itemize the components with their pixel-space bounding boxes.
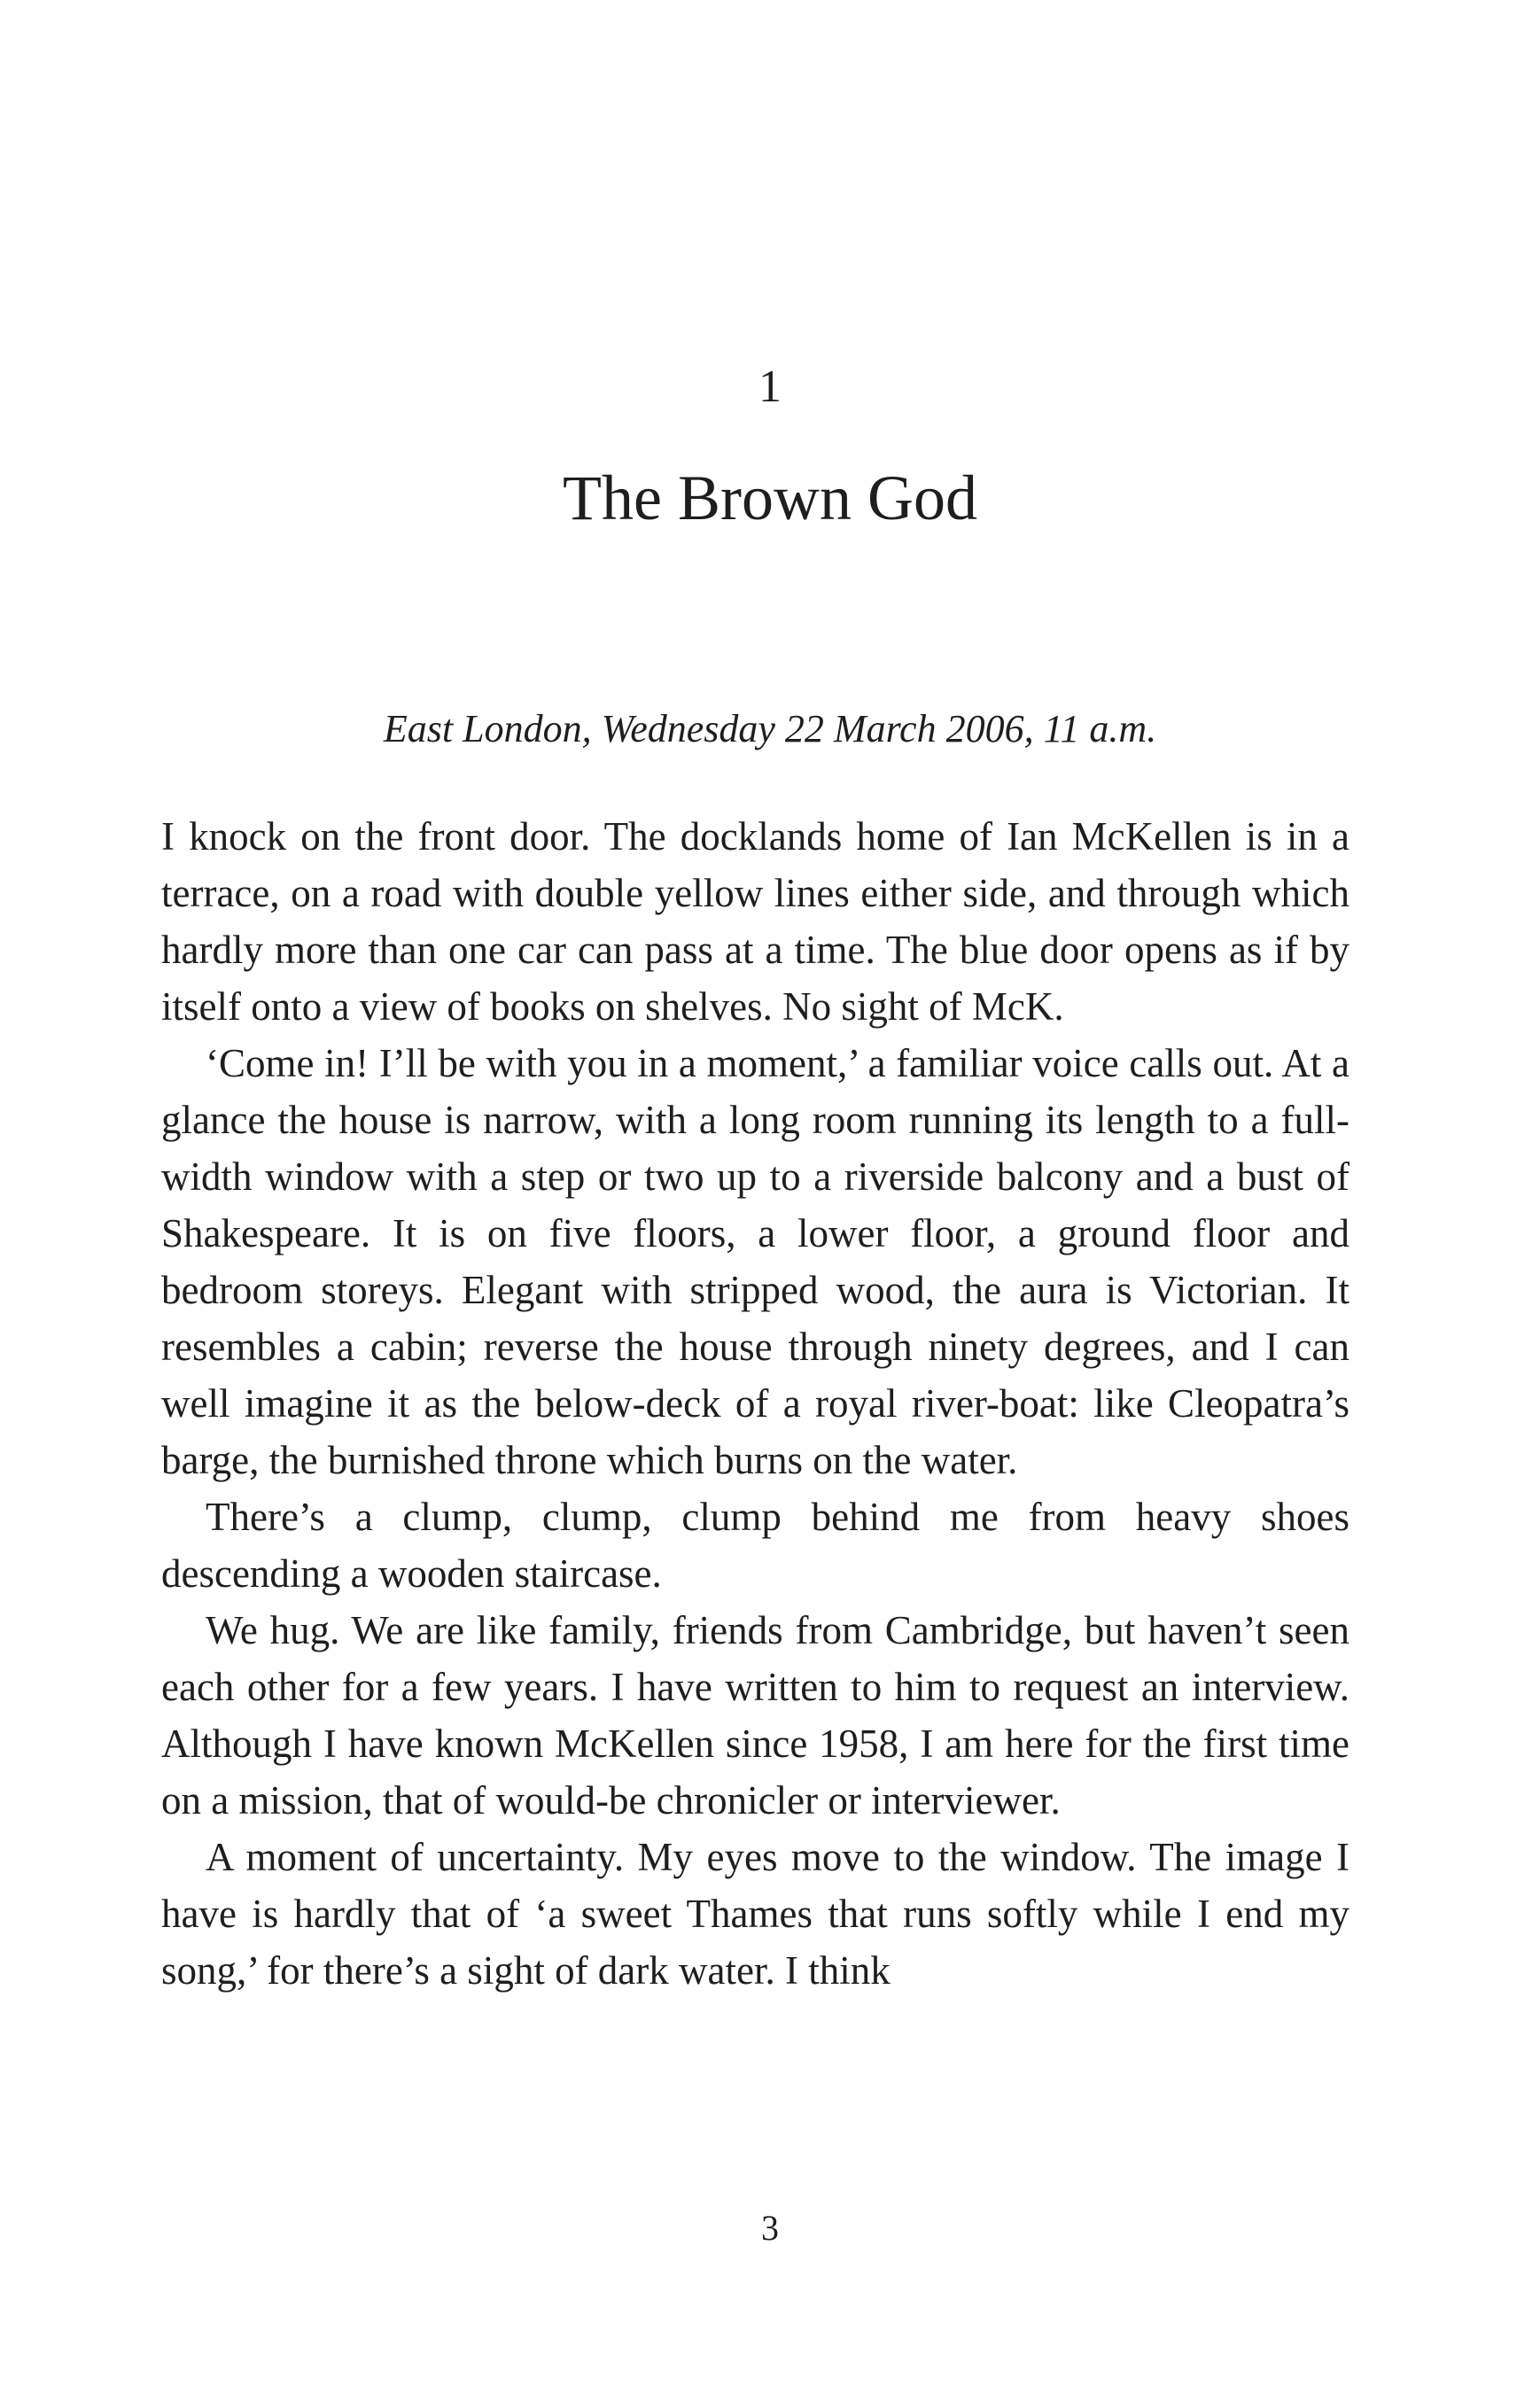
paragraph: ‘Come in! I’ll be with you in a moment,’ a familiar voice calls out. At a glance the house is narrow, with a long room running its length to a full-width window with a step or two up to a riverside balcony and a bust of Shakespeare. It is on five floors, a lower floor, a ground floor and bedroom storeys. Elegant with stripped wood, the aura is Victorian. It resembles a cabin; reverse the house through ninety degrees, and I can well imagine it as the below-deck of a royal river-boat: like Cleopatra’s barge, the burnished throne which burns on the water. bbox=[161, 1041, 1349, 1482]
paragraph: I knock on the front door. The docklands home of Ian McKellen is in a terrace, on a road with double yellow lines either side, and through which hardly more than one car can pass at a time. The blue door opens as if by itself onto a view of books on shelves. No sight of McK. bbox=[161, 814, 1349, 1029]
dateline: East London, Wednesday 22 March 2006, 11 a.m. bbox=[383, 707, 1157, 750]
page-number: 3 bbox=[761, 2208, 779, 2248]
paragraph: A moment of uncertainty. My eyes move to the window. The image I have is hardly that of ‘a sweet Thames that runs softly while I end my song,’ for there’s a sight of dark water. I think bbox=[161, 1835, 1349, 1993]
chapter-title: The Brown God bbox=[563, 462, 977, 533]
body-text bbox=[161, 808, 1349, 1999]
paragraph: We hug. We are like family, friends from Cambridge, but haven’t seen each other for a few years. I have written to him to request an interview. Although I have known McKellen since 1958, I am here for the first time on a mission, that of would-be chronicler or interviewer. bbox=[161, 1608, 1349, 1823]
paragraph: There’s a clump, clump, clump behind me from heavy shoes descending a wooden staircase. bbox=[161, 1495, 1349, 1596]
chapter-number: 1 bbox=[758, 361, 782, 412]
